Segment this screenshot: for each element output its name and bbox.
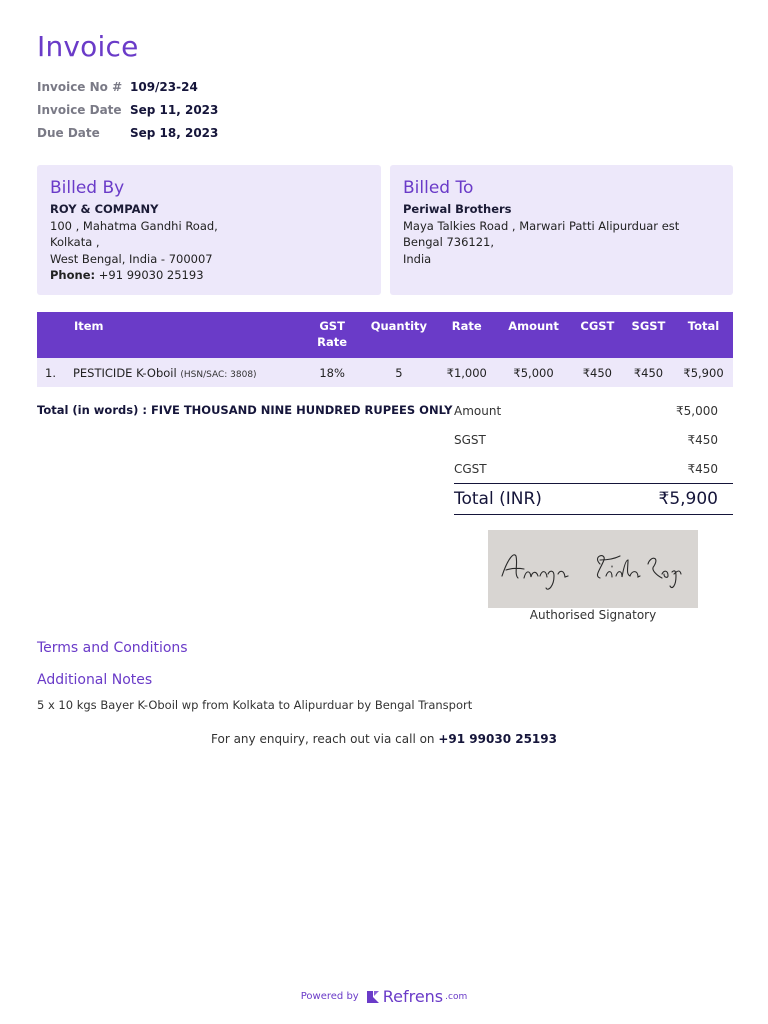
enquiry-text: For any enquiry, reach out via call on (211, 732, 435, 746)
billed-to-address-line: India (403, 251, 432, 266)
billed-to-heading: Billed To (403, 178, 474, 198)
row-sno: 1. (45, 365, 56, 380)
row-cgst: ₹450 (582, 365, 613, 380)
invoice-date-row (37, 103, 218, 126)
billed-by-phone (50, 267, 368, 284)
invoice-number-value: 109/23-24 (130, 80, 198, 94)
invoice-date-value: Sep 11, 2023 (130, 103, 219, 117)
billed-by-address-line: Kolkata , (50, 235, 100, 249)
powered-by-label: Powered by (300, 991, 359, 1002)
brand-logo[interactable] (365, 987, 468, 1006)
billed-by-panel (37, 165, 381, 295)
brand-suffix: .com (445, 991, 468, 1002)
header-gst-line: GST (319, 319, 345, 333)
brand-name: Refrens (382, 987, 444, 1006)
header-gst-rate (305, 312, 360, 358)
row-amount: ₹5,000 (513, 365, 554, 380)
summary-cgst-row (454, 454, 733, 483)
billed-by-name: ROY & COMPANY (50, 202, 159, 216)
row-gst-rate: 18% (319, 365, 345, 380)
invoice-number-row (37, 80, 218, 103)
total-in-words: Total (in words) : FIVE THOUSAND NINE HUNDRED RUPEES ONLY (37, 403, 453, 417)
handwritten-signature (488, 530, 698, 608)
summary-sgst-row (454, 425, 733, 454)
billed-to-address-line: Bengal 736121, (403, 235, 495, 249)
invoice-meta (37, 80, 218, 149)
header-gst-line: Rate (317, 335, 348, 349)
phone-value: +91 99030 25193 (98, 268, 204, 282)
billed-to-panel (390, 165, 733, 295)
row-quantity: 5 (395, 365, 403, 380)
header-quantity: Quantity (370, 319, 428, 333)
enquiry-line (0, 732, 768, 746)
invoice-date-label: Invoice Date (37, 103, 122, 117)
additional-notes-text: 5 x 10 kgs Bayer K-Oboil wp from Kolkata to Alipurduar by Bengal Transport (37, 698, 473, 712)
summary-total-row (454, 483, 733, 515)
summary-total-value: ₹5,900 (658, 489, 718, 509)
powered-by-footer[interactable] (0, 987, 768, 1006)
header-total: Total (687, 319, 720, 333)
enquiry-phone: +91 99030 25193 (438, 732, 557, 746)
billed-by-address-line: 100 , Mahatma Gandhi Road, (50, 218, 218, 233)
summary-amount-label: Amount (454, 403, 502, 418)
header-sgst: SGST (631, 319, 666, 333)
terms-heading: Terms and Conditions (37, 640, 188, 656)
summary-sgst-value: ₹450 (687, 432, 718, 447)
phone-label: Phone: (50, 268, 96, 282)
summary-total-label: Total (INR) (454, 489, 542, 509)
row-sgst: ₹450 (633, 365, 664, 380)
signature-image (488, 530, 698, 608)
header-amount: Amount (508, 319, 559, 333)
summary-sgst-label: SGST (454, 432, 486, 447)
row-item (73, 358, 305, 387)
billed-to-name: Periwal Brothers (403, 202, 512, 216)
due-date-value: Sep 18, 2023 (130, 126, 219, 140)
additional-notes-heading: Additional Notes (37, 672, 153, 688)
item-name: PESTICIDE K-Oboil (72, 365, 177, 380)
summary-amount-value: ₹5,000 (676, 403, 718, 418)
billed-by-address-line: West Bengal, India - 700007 (50, 251, 213, 266)
header-item: Item (73, 319, 104, 333)
due-date-label: Due Date (37, 126, 100, 140)
summary-amount-row (454, 396, 733, 425)
summary-cgst-value: ₹450 (687, 461, 718, 476)
header-rate: Rate (451, 319, 482, 333)
items-table (37, 312, 733, 387)
billed-by-heading: Billed By (50, 178, 125, 198)
header-sno (37, 312, 73, 358)
invoice-title: Invoice (37, 30, 139, 63)
invoice-number-label: Invoice No # (37, 80, 123, 94)
billed-to-address-line: Maya Talkies Road , Marwari Patti Alipurduar est (403, 218, 680, 233)
signatory-label: Authorised Signatory (529, 608, 657, 622)
header-cgst: CGST (580, 319, 615, 333)
item-hsn: (HSN/SAC: 3808) (180, 369, 257, 380)
table-row (37, 358, 733, 387)
summary-cgst-label: CGST (454, 461, 487, 476)
row-rate: ₹1,000 (446, 365, 487, 380)
due-date-row (37, 126, 218, 149)
summary-panel (454, 396, 733, 515)
row-total: ₹5,900 (683, 365, 724, 380)
refrens-logo-icon (365, 989, 381, 1005)
table-header-row (37, 312, 733, 358)
